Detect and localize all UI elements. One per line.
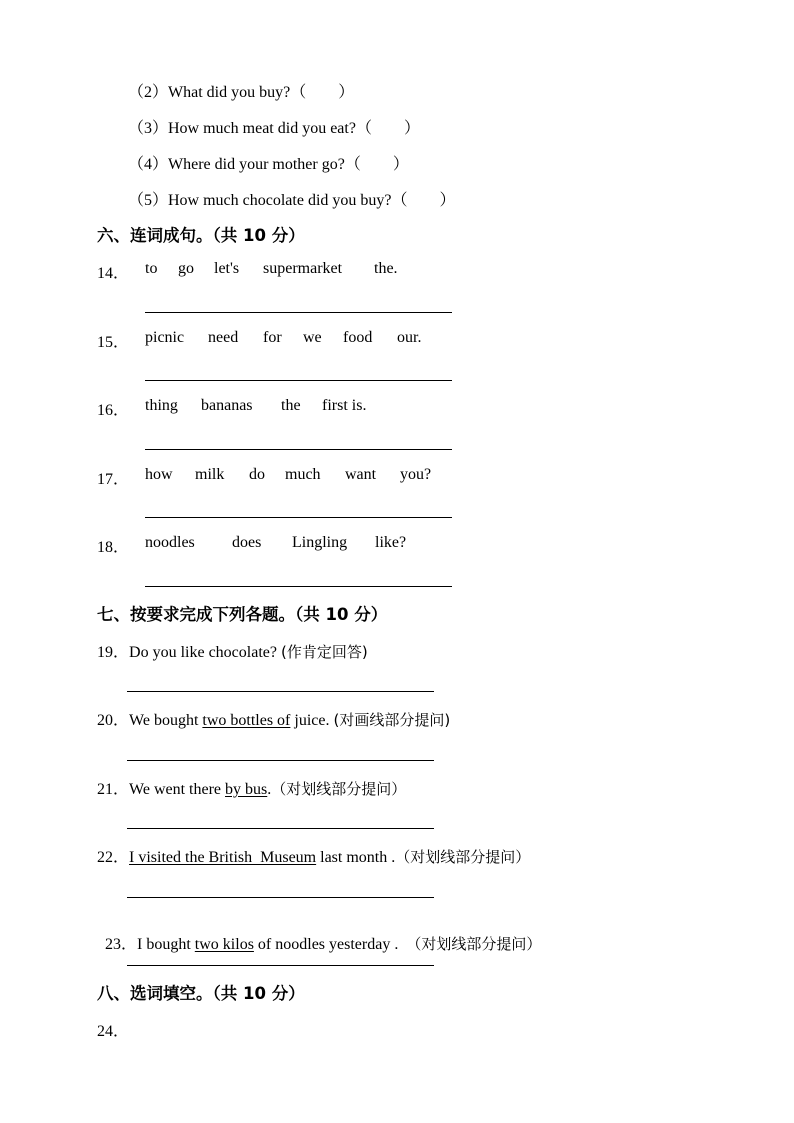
question-20 (97, 707, 450, 730)
question-number: 15． (97, 334, 130, 351)
sub-question-5: （5）How much chocolate did you buy?（ ） (128, 192, 456, 209)
question-text-end: . (267, 781, 272, 798)
word: for (263, 329, 282, 346)
word: how (145, 466, 173, 483)
question-number: 17． (97, 471, 130, 488)
sub-question-4: （4）Where did your mother go?（ ） (128, 156, 409, 173)
answer-line[interactable] (127, 897, 434, 898)
word: the. (374, 260, 398, 277)
answer-line[interactable] (145, 517, 452, 518)
sub-question-2: （2）What did you buy?（ ） (128, 84, 355, 101)
question-text: We went there (129, 781, 226, 798)
question-text: I bought (137, 936, 195, 953)
question-23 (97, 913, 541, 954)
answer-line[interactable] (127, 691, 434, 692)
question-text-end: of noodles yesterday . (253, 936, 407, 953)
question-number: 20． (97, 712, 130, 729)
word: noodles (145, 534, 195, 551)
question-number: 22． (97, 849, 130, 866)
instruction-note: （对划线部分提问） (406, 935, 542, 953)
word: want (345, 466, 377, 483)
question-number: 14． (97, 265, 130, 282)
word: you? (400, 466, 432, 483)
word: first is. (322, 397, 367, 414)
underlined-phrase: two bottles of (202, 712, 291, 729)
question-number: 23． (105, 936, 138, 953)
word: bananas (201, 397, 253, 414)
word: do (249, 466, 265, 483)
sub-question-3: （3）How much meat did you eat?（ ） (128, 120, 420, 137)
underlined-phrase: by bus (225, 781, 268, 798)
answer-line[interactable] (145, 449, 452, 450)
section-6-title: 六、连词成句。（共 10 分） (97, 226, 305, 245)
answer-line[interactable] (127, 828, 434, 829)
underlined-phrase: I visited the British Museum (129, 849, 317, 866)
word: like? (375, 534, 407, 551)
answer-line[interactable] (145, 312, 452, 313)
question-number: 16． (97, 402, 130, 419)
answer-line[interactable] (127, 965, 434, 966)
question-21 (97, 776, 406, 799)
question-22 (97, 844, 530, 867)
instruction-note: (对画线部分提问) (333, 711, 451, 729)
section-8-title: 八、选词填空。（共 10 分） (97, 984, 305, 1003)
section-7-title: 七、按要求完成下列各题。（共 10 分） (97, 605, 388, 624)
question-number: 18． (97, 539, 130, 556)
answer-line[interactable] (145, 586, 452, 587)
word: let's (214, 260, 240, 277)
answer-line[interactable] (127, 760, 434, 761)
question-text: We bought (129, 712, 203, 729)
word: food (343, 329, 373, 346)
instruction-note: （对划线部分提问） (271, 780, 407, 798)
word: does (232, 534, 262, 551)
question-24-number: 24． (97, 1023, 130, 1040)
word: supermarket (263, 260, 343, 277)
word: go (178, 260, 194, 277)
question-text: Do you like chocolate? (129, 644, 281, 661)
word: our. (397, 329, 422, 346)
instruction-note: （对划线部分提问） (395, 848, 531, 866)
word: much (285, 466, 321, 483)
word: we (303, 329, 322, 346)
word: thing (145, 397, 178, 414)
word: Lingling (292, 534, 348, 551)
question-text-end: juice. (290, 712, 334, 729)
instruction-note: (作肯定回答) (280, 643, 368, 661)
word: need (208, 329, 239, 346)
question-text-end: last month . (316, 849, 396, 866)
question-number: 21． (97, 781, 130, 798)
question-number: 19． (97, 644, 130, 661)
question-19 (97, 639, 368, 662)
word: picnic (145, 329, 185, 346)
word: to (145, 260, 158, 277)
answer-line[interactable] (145, 380, 452, 381)
word: the (281, 397, 301, 414)
underlined-phrase: two kilos (194, 936, 254, 953)
word: milk (195, 466, 225, 483)
